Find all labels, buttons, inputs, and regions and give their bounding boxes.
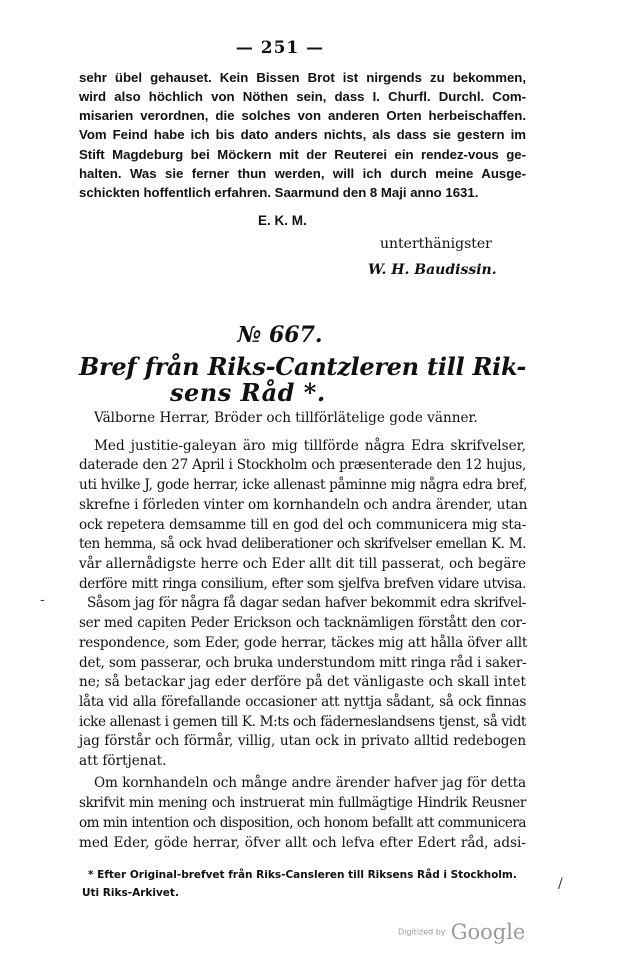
body-line-9: Såsom jag för några få dagar sedan hafver bekommit edra skrifvel- (87, 595, 526, 611)
german-line-3: misarien verordnen, die solches von anderen Orten herbeischaffen. (79, 108, 526, 123)
closing-formula: unterthänigster (380, 236, 492, 252)
body-line-8: derföre mitt ringa consilium, efter som sjelfva brefven vidare utvisa. (79, 576, 526, 592)
body-line-11: respondence, som Eder, gode herrar, täckes mig att hålla öfver allt (79, 635, 528, 651)
body-line-10: ser med capiten Peder Erickson och tacknämligen förstått den cor- (79, 615, 526, 631)
body-line-2: daterade den 27 April i Stockholm och præsenterade den 12 hujus, (79, 457, 526, 473)
body-line-6: ten hemma, så ock hvad deliberationer och skrifvelser emellan K. M. (79, 536, 526, 552)
body-line-20: om min intention och disposition, och honom befallt att communicera (79, 815, 526, 831)
sender-initials: E. K. M. (258, 213, 307, 228)
body-line-19: skrifvit min mening och instruerat min fullmägtige Hindrik Reusner (79, 795, 526, 811)
body-line-16: jag förstår och förmår, villig, utan ock in privato alltid redebogen (79, 733, 526, 749)
signature: W. H. Baudissin. (368, 262, 497, 278)
body-line-21: med Eder, göde herrar, öfver allt och lefva efter Edert råd, adsi- (79, 835, 526, 851)
body-line-14: låta vid alla förefallande occasioner att nyttja sådant, så ock finnas (79, 694, 526, 710)
body-line-17: att förtjenat. (79, 753, 167, 769)
german-line-6: halten. Was sie ferner thun werden, will ich durch meine Ausge- (79, 166, 526, 181)
german-line-2: wird also höchlich von Nöthen sein, dass I. Churfl. Durchl. Com- (79, 89, 526, 104)
body-line-5: ock repetera demsamme till en god del och communicera mig sta- (79, 517, 526, 533)
letter-heading-line-2: sens Råd *. (170, 378, 326, 407)
letter-number: № 667. (237, 322, 323, 348)
body-line-1: Med justitie-galeyan äro mig tillförde några Edra skrifvelser, (94, 438, 526, 454)
page-number: — 251 — (235, 38, 325, 58)
margin-mark: - (40, 592, 45, 608)
german-line-4: Vom Feind habe ich bis dato anders nichts, als dass sie gestern im (79, 127, 526, 142)
letter-heading-line-1: Bref från Riks-Cantzleren till Rik- (79, 352, 526, 381)
german-line-7: schickten hoffentlich erfahren. Saarmund den 8 Maji anno 1631. (79, 185, 479, 200)
watermark-digitized-by: Digitized by (398, 927, 446, 937)
salutation: Välborne Herrar, Bröder och tillförlätelige gode vänner. (94, 410, 478, 426)
margin-slash-mark: / (558, 876, 563, 892)
body-line-12: det, som passerar, och bruka understundom mitt ringa råd i saker- (79, 655, 527, 671)
body-line-7: vår allernådigste herre och Eder allt dit till passerat, och begäre (79, 556, 526, 572)
body-line-13: ne; så betackar jag eder derföre på det vänligaste och skall intet (79, 674, 526, 690)
german-line-1: sehr übel gehauset. Kein Bissen Brot ist nirgends zu bekommen, (79, 70, 526, 85)
body-line-18: Om kornhandeln och månge andre ärender hafver jag för detta (94, 775, 526, 791)
google-watermark (398, 920, 525, 944)
body-line-4: skrefne i förleden vinter om kornhandeln och andra ärender, utan (79, 497, 528, 513)
body-line-15: icke allenast i gemen till K. M:ts och fäderneslandsens tjenst, så vidt (79, 714, 526, 730)
footnote-line-1: * Efter Original-brefvet från Riks-Cansleren till Riksens Råd i Stockholm. (88, 869, 517, 881)
german-line-5: Stift Magdeburg bei Möckern mit der Reuterei ein rendez-vous ge- (79, 147, 526, 162)
body-line-3: uti hvilke J, gode herrar, icke allenast påminne mig några edra bref, (79, 477, 528, 493)
watermark-google-logo: Google (450, 920, 526, 944)
footnote-line-2: Uti Riks-Arkivet. (82, 887, 179, 899)
